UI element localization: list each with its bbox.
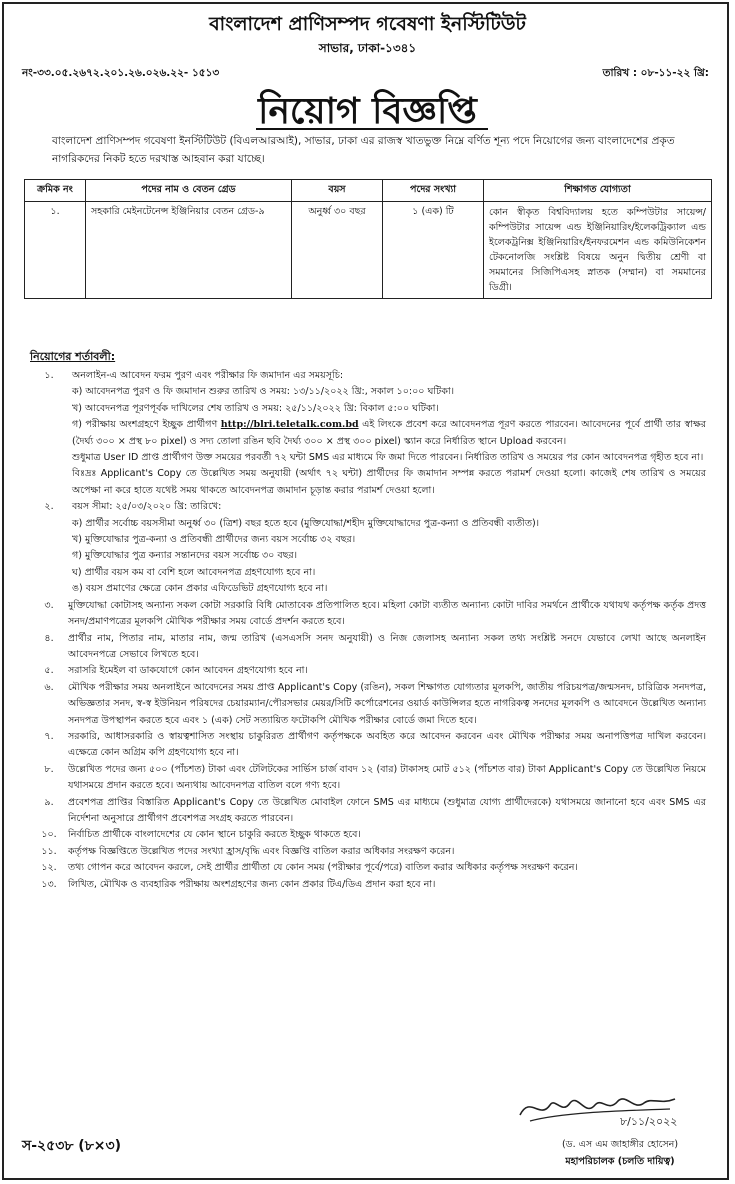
condition-2d: ঘ) প্রার্থীর বয়স কম বা বেশি হলে আবেদনপত্র গ্রহণযোগ্য হবে না। [72, 566, 316, 578]
condition-text: কর্তৃপক্ষ বিজ্ঞপ্তিতে উল্লেখিত পদের সংখ্যা হ্রাস/বৃদ্ধি এবং বিজ্ঞপ্তি বাতিল করার অধিকার সংরক্ষণ করেন। [68, 845, 455, 857]
condition-1e: বিঃদ্রঃ Applicant's Copy তে উল্লেখিত সময় অনুযায়ী (অর্থাৎ ৭২ ঘন্টা) প্রার্থীদের ফি জমাদান সম্পন্ন করতে পরামর্শ দেওয়া হলো। কাজেই শেষ তারিখ ও সময়ের অপেক্ষা না করে হাতে যথেষ্ট সময় থাকতে আবেদনপত্র জমাদান চূড়ান্ত করার পরামর্শ দেওয়া হলো। [72, 468, 706, 496]
condition-number: ২. [44, 501, 54, 513]
condition-number: ১২. [41, 862, 57, 874]
condition-1d: শুধুমাত্র User ID প্রাপ্ত প্রার্থীগণ উক্ত সময়ের পরবর্তী ৭২ ঘন্টা SMS এর মাধ্যমে ফি জমা দিতে পারবেন। নির্ধারিত তারিখ ও সময়ের পর কোন আবেদনপত্র গৃহীত হবে না। [72, 452, 704, 464]
organization-name: বাংলাদেশ প্রাণিসম্পদ গবেষণা ইনস্টিটিউট [209, 13, 526, 35]
column-header-serial: ক্রমিক নং [25, 180, 86, 202]
signature-date: ৮/১১/২০২২ [620, 1115, 678, 1128]
condition-2e: ঙ) বয়স প্রমাণের ক্ষেত্রে কোন প্রকার এফিডেভিট গ্রহণযোগ্য হবে না। [72, 583, 328, 595]
intro-paragraph: বাংলাদেশ প্রাণিসম্পদ গবেষণা ইনস্টিটিউট (বিএলআরআই), সাভার, ঢাকা এর রাজস্ব খাতভুক্ত নিম্নে বর্ণিত শূন্য পদে নিয়োগের জন্য বাংলাদেশের প্রকৃত নাগরিকদের নিকট হতে দরখাস্ত আহবান করা যাচ্ছে। [52, 135, 675, 165]
condition-12 [30, 860, 706, 876]
conditions-list [30, 368, 706, 893]
signatory-block [520, 1136, 720, 1170]
cell-qualification: কোন স্বীকৃত বিশ্ববিদ্যালয় হতে কম্পিউটার সায়েন্স/কম্পিউটার সায়েন্স এন্ড ইঞ্জিনিয়ারিং/ইলেকট্রিক্যাল এন্ড ইলেকট্রনিক্স ইঞ্জিনিয়ারিং/ইনফরমেশন এন্ড কমিউনিকেশন টেকনোলজি সংশ্লিষ্ট বিষয়ে অনুন দ্বিতীয় শ্রেণী বা সমমানের সিজিপিএসহ স্নাতক (সম্মান) বা সমমানের ডিগ্রী। [484, 202, 712, 299]
condition-11 [30, 844, 706, 860]
notice-title: নিয়োগ বিজ্ঞপ্তি [258, 90, 477, 132]
organization-address: সাভার, ঢাকা-১৩৪১ [318, 41, 417, 55]
condition-number: ১১. [41, 845, 57, 857]
column-header-count: পদের সংখ্যা [383, 180, 484, 202]
condition-2b: খ) মুক্তিযোদ্ধার পুত্র-কন্যা ও প্রতিবন্ধী প্রার্থীদের জন্য বয়স সর্বোচ্চ ৩২ বছর। [72, 534, 356, 546]
condition-text: প্রবেশপত্র প্রাপ্তির বিস্তারিত Applicant's Copy তে উল্লেখিত মোবাইল ফোনে SMS এর মাধ্যমে (শুধুমাত্র যোগ্য প্রার্থীদেরকে) যথাসময়ে জানানো হবে এবং SMS এর নির্দেশনা অনুসারে প্রার্থীগণ প্রবেশপত্র সংগ্রহ করতে পারবেন। [68, 796, 706, 824]
condition-number: ৬. [44, 681, 54, 693]
condition-number: ৪. [44, 632, 54, 644]
cell-count: ১ (এক) টি [383, 202, 484, 299]
condition-4 [30, 631, 706, 664]
application-link[interactable]: http://blri.teletalk.com.bd [220, 419, 359, 431]
table-header-row [25, 180, 712, 202]
condition-number: ১. [44, 370, 54, 381]
ad-code: স-২৫৩৮ (৮×৩) [22, 1138, 122, 1154]
signatory-title: মহাপরিচালক (চলতি দায়িত্ব) [565, 1156, 675, 1167]
condition-1 [30, 368, 706, 499]
condition-1-lead: অনলাইন-এ আবেদন ফরম পুরণ এবং পরীক্ষার ফি জমাদান এর সময়সূচি: [72, 370, 344, 381]
condition-text: লিখিত, মৌখিক ও ব্যবহারিক পরীক্ষায় অংশগ্রহণের জন্য কোন প্রকার টিএ/ডিএ প্রদান করা হবে না। [68, 878, 436, 890]
condition-text: সরাসরি ইমেইল বা ডাকযোগে কোন আবেদন গ্রহণযোগ্য হবে না। [68, 665, 308, 677]
condition-number: ৫. [44, 665, 54, 677]
condition-1a: ক) আবেদনপত্র পুরণ ও ফি জমাদান শুরুর তারিখ ও সময়: ১৩/১১/২০২২ খ্রি:, সকাল ১০:০০ ঘটিকা। [72, 386, 455, 398]
condition-8 [30, 762, 706, 795]
condition-10 [30, 827, 706, 843]
condition-text: প্রার্থীর নাম, পিতার নাম, মাতার নাম, জন্ম তারিখ (এসএসসি সনদ অনুযায়ী) ও নিজ জেলাসহ অন্যান্য সকল তথ্য সংশ্লিষ্ট সনদে যেভাবে লেখা আছে অনলাইন আবেদনপত্রে সেভাবে লিখতে হবে। [68, 632, 706, 660]
condition-number: ৩. [44, 599, 54, 611]
condition-number: ৭. [44, 730, 54, 742]
vacancy-table [24, 179, 712, 299]
condition-2a: ক) প্রার্থীর সর্বোচ্চ বয়সসীমা অনুর্ধ্ব ৩০ (ত্রিশ) বছর হতে হবে (মুক্তিযোদ্ধা/শহীদ মুক্তিযোদ্ধাদের পুত্র-কন্যা ও প্রতিবন্ধী ব্যতীত)। [72, 517, 540, 529]
condition-number: ৮. [44, 763, 54, 775]
condition-number: ১৩. [41, 878, 57, 890]
condition-9 [30, 795, 706, 828]
condition-text: উল্লেখিত পদের জন্য ৫০০ (পাঁচশত) টাকা এবং টেলিটকের সার্ভিস চার্জ বাবদ ১২ (বার) টাকাসহ মোট ৫১২ (পাঁচশত বার) টাকা Applicant's Copy তে উল্লেখিত নিয়মে যথাসময়ে প্রদান করতে হবে। অন্যথায় আবেদনপত্র বাতিল বলে গণ্য হবে। [68, 763, 706, 792]
table-row [25, 202, 712, 299]
condition-2c: গ) মুক্তিযোদ্ধার পুত্র কন্যার সন্তানদের বয়স সর্বোচ্চ ৩০ বছর। [72, 550, 298, 562]
conditions-heading: নিয়োগের শর্তাবলী: [30, 350, 116, 363]
condition-5 [30, 663, 706, 679]
condition-6 [30, 680, 706, 729]
condition-text: তথ্য গোপন করে আবেদন করলে, সেই প্রার্থীর প্রার্থীতা যে কোন সময় (পরীক্ষার পূর্বে/পরে) বাতিল করার অধিকার কর্তৃপক্ষ সংরক্ষণ করেন। [68, 862, 578, 874]
condition-text: মুক্তিযোদ্ধা কোটাসহ অন্যান্য সকল কোটা সরকারি বিধি মোতাবেক প্রতিপালিত হবে। মহিলা কোটা ব্যতীত অন্যান্য কোটা দাবির সমর্থনে প্রার্থীকে যথাযথ কর্তৃপক্ষ কর্তৃক প্রদত্ত সনদ/প্রমাণপত্রের মূলকপি মৌখিক পরীক্ষার সময় বোর্ডে প্রদর্শন করতে হবে। [68, 599, 706, 628]
condition-text: মৌখিক পরীক্ষার সময় অনলাইনে আবেদনের সময় প্রাপ্ত Applicant's Copy (রঙিন), সকল শিক্ষাগত যোগ্যতার মূলকপি, জাতীয় পরিচয়পত্র/জন্মসনদ, চারিত্রিক সনদপত্র, অভিজ্ঞতার সনদ, স্ব-স্ব ইউনিয়ন পরিষদের চেয়ারম্যান/পৌরসভার মেয়র/সিটি কর্পোরেশনের ওয়ার্ড কাউন্সিলর হতে নাগরিকত্ব সনদের মূলকপি ও আবেদনে উল্লেখিত অন্যান্য সনদপত্র উপস্থাপন করতে হবে এবং ১ (এক) সেট সত্যায়িত ফটোকপি মৌখিক পরীক্ষার বোর্ডে জমা দিতে হবে। [68, 681, 706, 726]
condition-1c [68, 417, 706, 450]
notice-date: তারিখ : ০৮-১১-২২ খ্রি: [602, 67, 709, 79]
condition-2-lead: বয়স সীমা: ২৫/০৩/২০২০ খ্রি: তারিখে: [72, 501, 222, 513]
column-header-post: পদের নাম ও বেতন গ্রেড [86, 180, 292, 202]
condition-text: নির্বাচিত প্রার্থীকে বাংলাদেশের যে কোন স্থানে চাকুরি করতে ইচ্ছুক থাকতে হবে। [68, 829, 361, 841]
condition-text: সরকারি, আধাসরকারি ও স্বায়ত্বশাসিত সংস্থায় চাকুরিরত প্রার্থীগণ কর্তৃপক্ষকে অবহিত করে আবেদন করবেন এবং মৌখিক পরীক্ষার সময় অনাপত্তিপত্র দাখিল করবেন। এক্ষেত্রে কোন অগ্রিম কপি গ্রহণযোগ্য হবে না। [68, 730, 706, 759]
condition-1c-post: এই লিংকে প্রবেশ করে আবেদনপত্র পূরণ করতে পারবেন। আবেদনের পূর্বে প্রার্থী তার স্বাক্ষর (দৈর্ঘ্য ৩০০ × প্রস্থ ৮০ pixel) ও সদ্য তোলা রঙিন ছবি দৈর্ঘ্য ৩০০ × প্রস্থ ৩০০ pixel) স্ক্যান করে নির্ধারিত স্থানে Upload করবেন। [72, 419, 706, 447]
condition-number: ১০. [41, 829, 57, 841]
condition-1c-pre: গ) পরীক্ষায় অংশগ্রহণে ইচ্ছুক প্রার্থীগণ [72, 419, 218, 431]
signatory-name: (ড. এস এম জাহাঙ্গীর হোসেন) [561, 1139, 679, 1150]
cell-age: অনুর্ধ্ব ৩০ বছর [292, 202, 383, 299]
notice-title-underline [256, 128, 488, 130]
column-header-qualification: শিক্ষাগত যোগ্যতা [484, 180, 712, 202]
condition-3 [30, 598, 706, 631]
column-header-age: বয়স [292, 180, 383, 202]
cell-serial: ১. [25, 202, 86, 299]
condition-number: ৯. [44, 796, 54, 808]
condition-7 [30, 729, 706, 762]
signature-image [500, 1075, 700, 1135]
condition-2 [30, 499, 706, 597]
cell-post: সহকারি মেইনটেনেন্স ইঞ্জিনিয়ার বেতন গ্রেড-৯ [86, 202, 292, 299]
memo-number: নং-৩৩.০৫.২৬৭২.২০১.২৬.০২৬.২২- ১৫১৩ [22, 67, 220, 79]
condition-13 [30, 877, 706, 893]
condition-1b: খ) আবেদনপত্র পূরণপূর্বক দাখিলের শেষ তারিখ ও সময়: ২৫/১১/২০২২ খ্রি: বিকাল ৫:০০ ঘটিকা। [72, 402, 439, 414]
